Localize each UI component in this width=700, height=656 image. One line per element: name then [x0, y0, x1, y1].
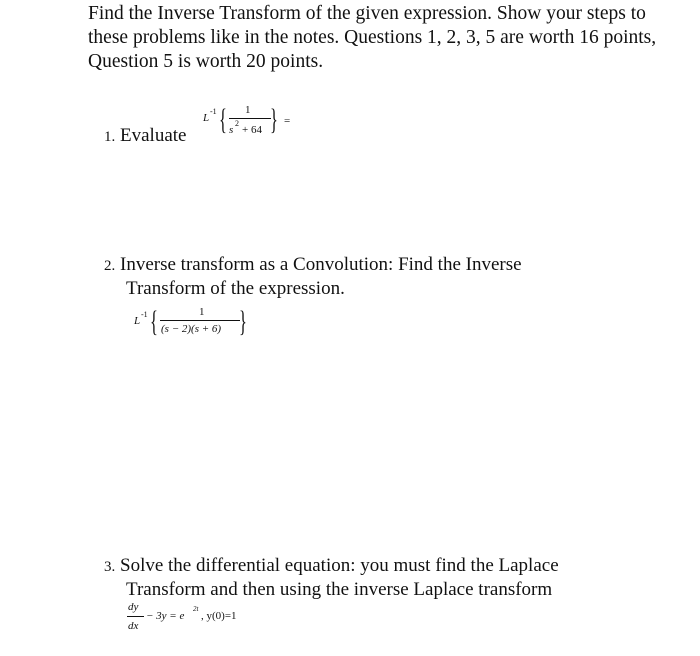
fraction-numerator: 1	[245, 104, 251, 116]
inverse-exponent: -1	[141, 310, 148, 319]
fraction-denominator: (s − 2)(s + 6)	[161, 323, 222, 335]
question-3	[104, 554, 559, 579]
initial-condition: , y(0)=1	[201, 610, 237, 622]
fraction-line	[127, 616, 144, 617]
denominator-power: 2	[235, 119, 239, 128]
laplace-operator: L	[134, 315, 141, 327]
question-2-text: Inverse transform as a Convolution: Find the Inverse	[120, 254, 522, 275]
denominator-rest: + 64	[242, 124, 262, 136]
left-brace: {	[150, 305, 158, 338]
question-2	[104, 253, 522, 278]
fraction-numerator: 1	[199, 306, 205, 318]
derivative-denominator: dx	[128, 620, 139, 632]
derivative-numerator: dy	[128, 601, 139, 613]
right-brace: }	[239, 305, 247, 338]
question-1	[104, 124, 186, 149]
question-3-continuation: Transform and then using the inverse Laplace transform	[126, 579, 553, 600]
fraction-line	[160, 320, 240, 321]
right-brace: }	[270, 103, 278, 136]
exponent: 2t	[193, 605, 199, 613]
instructions-text: Find the Inverse Transform of the given expression. Show your steps to these problems like in the notes. Questions 1, 2, 3, 5 are worth 16 points, Question 5 is worth 20 points.	[88, 3, 657, 72]
question-2-number: 2.	[104, 258, 116, 274]
denominator-base: s	[229, 124, 234, 136]
question-1-text: Evaluate	[120, 125, 187, 146]
equals-sign: =	[284, 115, 291, 127]
question-3-number: 3.	[104, 559, 116, 575]
left-brace: {	[219, 103, 227, 136]
inverse-exponent: -1	[210, 107, 217, 116]
laplace-operator: L	[203, 112, 210, 124]
question-3-text: Solve the differential equation: you must find the Laplace	[120, 555, 559, 576]
question-1-number: 1.	[104, 129, 116, 145]
equation-middle: − 3y = e	[146, 610, 185, 622]
question-2-continuation: Transform of the expression.	[126, 278, 345, 299]
